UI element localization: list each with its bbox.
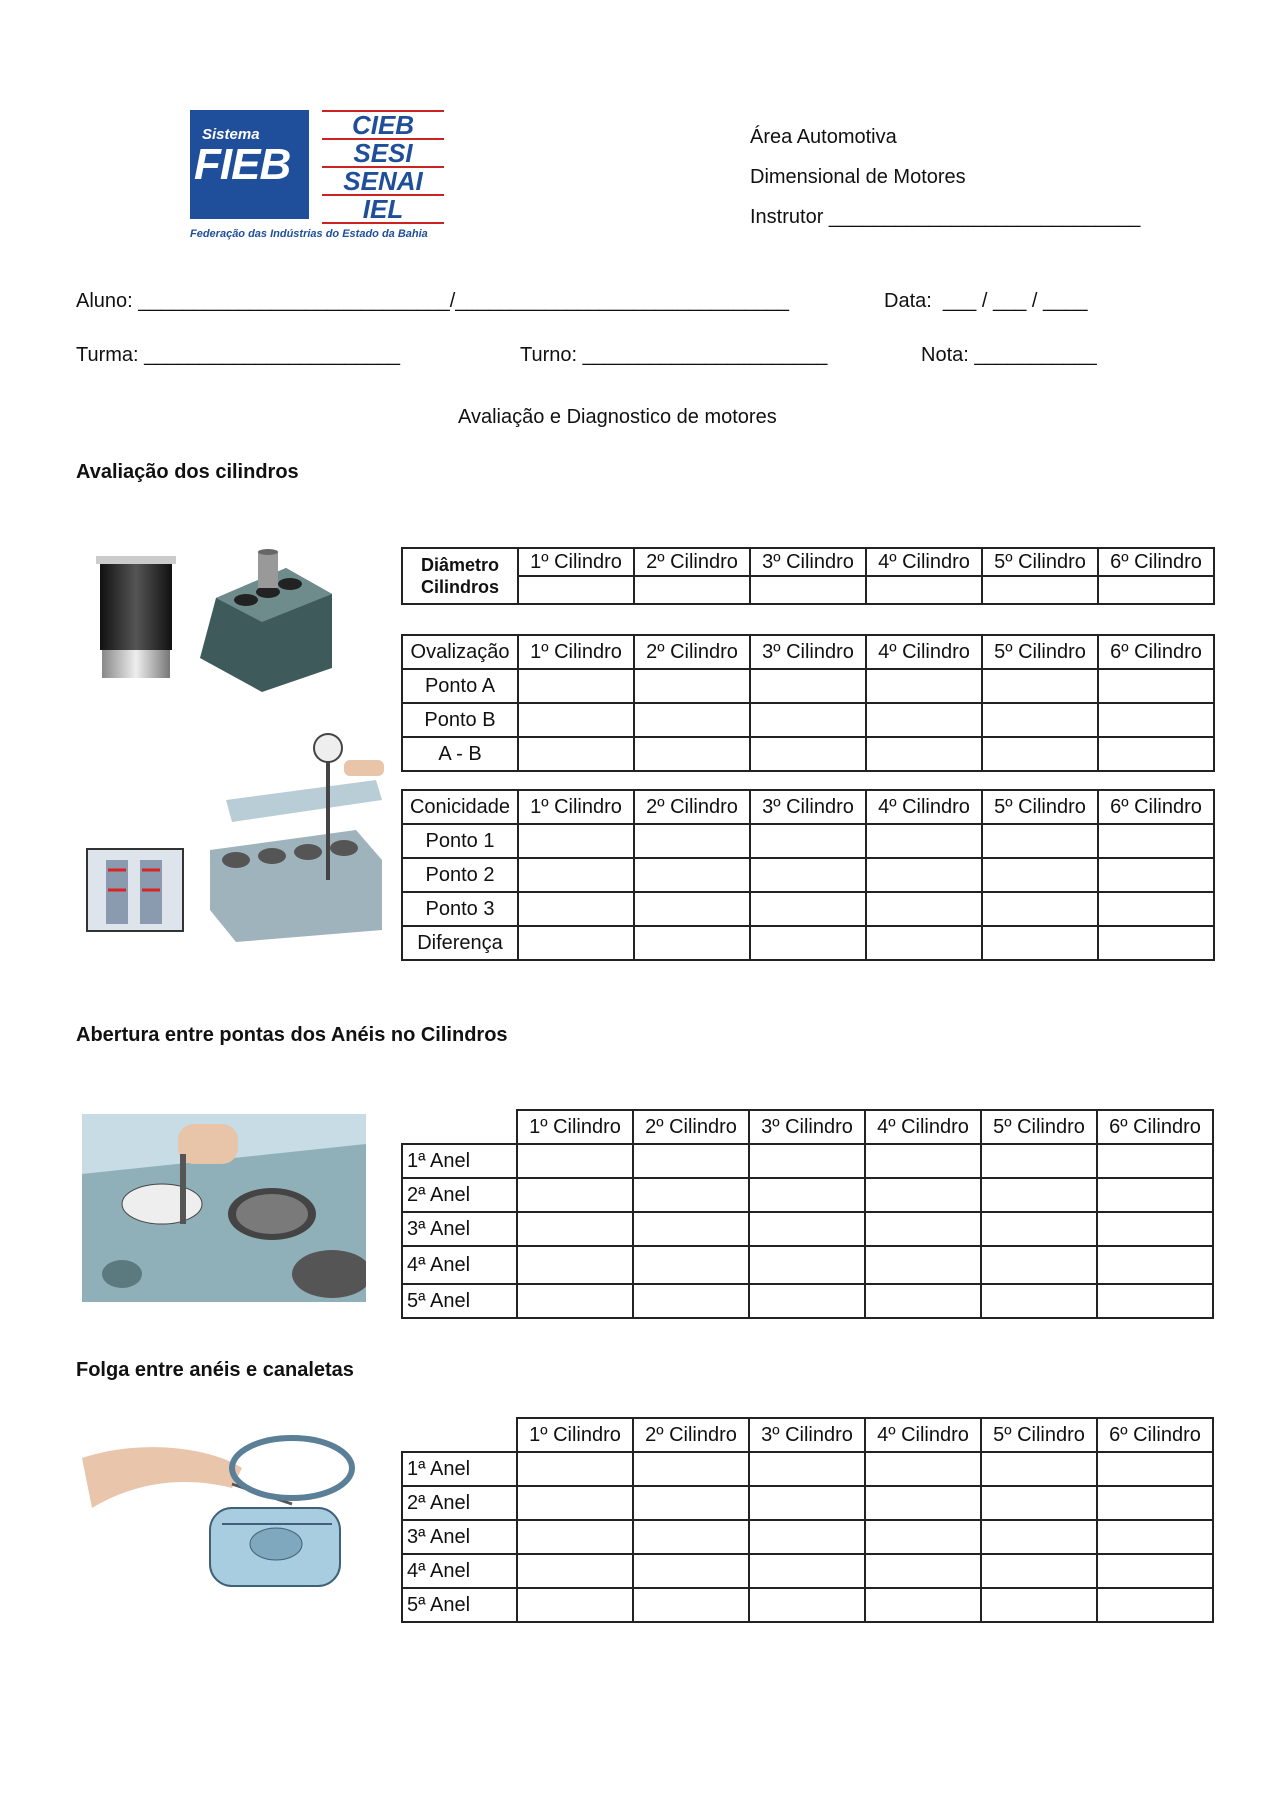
input-cell[interactable]: [1098, 737, 1214, 771]
col-header: 6º Cilindro: [1098, 635, 1214, 669]
input-cell[interactable]: [750, 703, 866, 737]
input-cell[interactable]: [981, 1520, 1097, 1554]
input-cell[interactable]: [982, 576, 1098, 604]
logo-brand: SENAI: [322, 166, 444, 194]
input-cell[interactable]: [1097, 1520, 1213, 1554]
shift-field[interactable]: Turno: ______________________: [520, 344, 828, 366]
input-cell[interactable]: [866, 576, 982, 604]
input-cell[interactable]: [749, 1144, 865, 1178]
input-cell[interactable]: [981, 1144, 1097, 1178]
date-field[interactable]: Data: ___ / ___ / ____: [884, 290, 1088, 312]
logo-caption: Federação das Indústrias do Estado da Bahia: [190, 228, 428, 240]
input-cell[interactable]: [1098, 576, 1214, 604]
input-cell[interactable]: [865, 1452, 981, 1486]
diameter-label: [402, 548, 518, 604]
input-cell[interactable]: [1098, 703, 1214, 737]
col-header: 6º Cilindro: [1097, 1418, 1213, 1452]
section-title-ring-gap: Abertura entre pontas dos Anéis no Cilindros: [76, 1024, 508, 1046]
col-header: 3º Cilindro: [750, 635, 866, 669]
input-cell[interactable]: [866, 737, 982, 771]
input-cell[interactable]: [1097, 1212, 1213, 1246]
row-label: Ponto A: [402, 669, 518, 703]
col-header: 1º Cilindro: [518, 790, 634, 824]
input-cell[interactable]: [517, 1178, 633, 1212]
row-label: Ponto 2: [402, 858, 518, 892]
input-cell[interactable]: [749, 1178, 865, 1212]
col-header: 1º Cilindro: [517, 1110, 633, 1144]
input-cell[interactable]: [518, 669, 634, 703]
input-cell[interactable]: [750, 926, 866, 960]
input-cell[interactable]: [981, 1284, 1097, 1318]
table-row: [402, 737, 1214, 771]
input-cell[interactable]: [1098, 824, 1214, 858]
col-header: 2º Cilindro: [633, 1110, 749, 1144]
instructor-field[interactable]: Instrutor ____________________________: [750, 206, 1141, 228]
col-header: 6º Cilindro: [1097, 1110, 1213, 1144]
input-cell[interactable]: [1097, 1452, 1213, 1486]
table-row: [402, 1554, 1213, 1588]
ring-groove-clearance-illustration: [82, 1428, 362, 1602]
col-header: 5º Cilindro: [982, 548, 1098, 576]
input-cell[interactable]: [633, 1452, 749, 1486]
input-cell[interactable]: [749, 1486, 865, 1520]
table-row: [402, 1212, 1213, 1246]
table-row: [402, 1284, 1213, 1318]
input-cell[interactable]: [633, 1588, 749, 1622]
ring-gap-feeler-gauge-illustration: [82, 1114, 366, 1302]
input-cell[interactable]: [517, 1452, 633, 1486]
row-label: 4ª Anel: [402, 1246, 517, 1284]
row-label: 1ª Anel: [402, 1452, 517, 1486]
col-header: 4º Cilindro: [866, 790, 982, 824]
col-header: 6º Cilindro: [1098, 548, 1214, 576]
cylinder-measurement-detail-illustration: [86, 848, 186, 934]
logo-brand: IEL: [322, 194, 444, 224]
input-cell[interactable]: [982, 892, 1098, 926]
input-cell[interactable]: [1097, 1246, 1213, 1284]
input-cell[interactable]: [517, 1486, 633, 1520]
input-cell[interactable]: [634, 926, 750, 960]
input-cell[interactable]: [982, 669, 1098, 703]
taper-label: Conicidade: [402, 790, 518, 824]
row-label: A - B: [402, 737, 518, 771]
input-cell[interactable]: [1098, 858, 1214, 892]
row-label: Ponto B: [402, 703, 518, 737]
taper-table: [401, 789, 1215, 961]
input-cell[interactable]: [634, 858, 750, 892]
input-cell[interactable]: [981, 1588, 1097, 1622]
input-cell[interactable]: [517, 1554, 633, 1588]
input-cell[interactable]: [865, 1246, 981, 1284]
row-label: 4ª Anel: [402, 1554, 517, 1588]
diameter-label-line: Diâmetro: [420, 555, 500, 575]
table-row: [402, 1486, 1213, 1520]
table-row: [402, 669, 1214, 703]
input-cell[interactable]: [518, 737, 634, 771]
input-cell[interactable]: [1097, 1178, 1213, 1212]
engine-block-illustration: [196, 548, 336, 694]
table-row: [402, 926, 1214, 960]
input-cell[interactable]: [749, 1212, 865, 1246]
row-label: 1ª Anel: [402, 1144, 517, 1178]
input-cell[interactable]: [865, 1554, 981, 1588]
col-header: 3º Cilindro: [750, 548, 866, 576]
input-cell[interactable]: [633, 1178, 749, 1212]
col-header: 5º Cilindro: [982, 790, 1098, 824]
input-cell[interactable]: [517, 1144, 633, 1178]
ring-clearance-table: [401, 1417, 1214, 1623]
input-cell[interactable]: [518, 576, 634, 604]
page-title: Avaliação e Diagnostico de motores: [458, 406, 777, 428]
col-header: 4º Cilindro: [865, 1418, 981, 1452]
table-row: [402, 858, 1214, 892]
table-row: [402, 703, 1214, 737]
col-header: 1º Cilindro: [518, 635, 634, 669]
area-label: Área Automotiva: [750, 126, 897, 148]
col-header: 4º Cilindro: [866, 548, 982, 576]
input-cell[interactable]: [749, 1452, 865, 1486]
col-header: 1º Cilindro: [518, 548, 634, 576]
input-cell[interactable]: [865, 1520, 981, 1554]
input-cell[interactable]: [633, 1246, 749, 1284]
input-cell[interactable]: [865, 1178, 981, 1212]
input-cell[interactable]: [865, 1212, 981, 1246]
input-cell[interactable]: [750, 892, 866, 926]
input-cell[interactable]: [750, 669, 866, 703]
input-cell[interactable]: [981, 1246, 1097, 1284]
input-cell[interactable]: [518, 703, 634, 737]
input-cell[interactable]: [982, 926, 1098, 960]
input-cell[interactable]: [517, 1588, 633, 1622]
input-cell[interactable]: [750, 576, 866, 604]
logo-brand: SESI: [322, 138, 444, 166]
input-cell[interactable]: [634, 824, 750, 858]
ovalization-label: Ovalização: [402, 635, 518, 669]
input-cell[interactable]: [633, 1212, 749, 1246]
logo-sistema: Sistema: [202, 126, 260, 143]
logo-fieb: FIEB: [194, 140, 291, 189]
input-cell[interactable]: [1097, 1144, 1213, 1178]
table-row: [402, 824, 1214, 858]
fieb-logo: [190, 110, 309, 219]
input-cell[interactable]: [1098, 926, 1214, 960]
input-cell[interactable]: [633, 1144, 749, 1178]
table-row: [402, 1588, 1213, 1622]
input-cell[interactable]: [633, 1284, 749, 1318]
col-header: 3º Cilindro: [749, 1418, 865, 1452]
row-label: Ponto 1: [402, 824, 518, 858]
dial-bore-gauge-illustration: [206, 730, 386, 942]
logo-brands: [322, 110, 444, 224]
diameter-table: [401, 547, 1215, 605]
input-cell[interactable]: [981, 1178, 1097, 1212]
input-cell[interactable]: [749, 1284, 865, 1318]
input-cell[interactable]: [865, 1144, 981, 1178]
input-cell[interactable]: [749, 1520, 865, 1554]
row-label: 2ª Anel: [402, 1178, 517, 1212]
section-title-cylinders: Avaliação dos cilindros: [76, 461, 299, 483]
input-cell[interactable]: [1097, 1284, 1213, 1318]
table-row: [402, 892, 1214, 926]
input-cell[interactable]: [866, 858, 982, 892]
input-cell[interactable]: [1097, 1554, 1213, 1588]
logo-brand: CIEB: [322, 110, 444, 138]
student-field[interactable]: Aluno: ____________________________/______________________________: [76, 290, 789, 312]
input-cell[interactable]: [982, 824, 1098, 858]
input-cell[interactable]: [866, 892, 982, 926]
input-cell[interactable]: [518, 926, 634, 960]
input-cell[interactable]: [982, 858, 1098, 892]
col-header: 2º Cilindro: [634, 635, 750, 669]
table-row: [402, 1520, 1213, 1554]
input-cell[interactable]: [518, 892, 634, 926]
input-cell[interactable]: [517, 1284, 633, 1318]
input-cell[interactable]: [981, 1486, 1097, 1520]
input-cell[interactable]: [517, 1246, 633, 1284]
col-header: 5º Cilindro: [982, 635, 1098, 669]
input-cell[interactable]: [749, 1246, 865, 1284]
section-title-ring-clearance: Folga entre anéis e canaletas: [76, 1359, 354, 1381]
input-cell[interactable]: [634, 703, 750, 737]
table-row: [402, 1144, 1213, 1178]
input-cell[interactable]: [866, 669, 982, 703]
table-row: [402, 1246, 1213, 1284]
grade-field[interactable]: Nota: ___________: [921, 344, 1097, 366]
input-cell[interactable]: [517, 1212, 633, 1246]
empty-corner: [402, 1110, 517, 1144]
col-header: 3º Cilindro: [749, 1110, 865, 1144]
cylinder-liner-illustration: [96, 552, 176, 680]
input-cell[interactable]: [1098, 669, 1214, 703]
input-cell[interactable]: [866, 703, 982, 737]
row-label: 5ª Anel: [402, 1284, 517, 1318]
input-cell[interactable]: [982, 737, 1098, 771]
row-label: 2ª Anel: [402, 1486, 517, 1520]
input-cell[interactable]: [1098, 892, 1214, 926]
table-row: [402, 1452, 1213, 1486]
diameter-label-line: Cilindros: [420, 577, 499, 597]
col-header: 4º Cilindro: [865, 1110, 981, 1144]
row-label: 3ª Anel: [402, 1212, 517, 1246]
input-cell[interactable]: [518, 858, 634, 892]
col-header: 2º Cilindro: [634, 790, 750, 824]
col-header: 1º Cilindro: [517, 1418, 633, 1452]
col-header: 4º Cilindro: [866, 635, 982, 669]
input-cell[interactable]: [634, 892, 750, 926]
input-cell[interactable]: [633, 1520, 749, 1554]
empty-corner: [402, 1418, 517, 1452]
input-cell[interactable]: [750, 737, 866, 771]
col-header: 2º Cilindro: [634, 548, 750, 576]
col-header: 2º Cilindro: [633, 1418, 749, 1452]
input-cell[interactable]: [865, 1284, 981, 1318]
input-cell[interactable]: [634, 737, 750, 771]
col-header: 5º Cilindro: [981, 1418, 1097, 1452]
class-field[interactable]: Turma: _______________________: [76, 344, 400, 366]
input-cell[interactable]: [981, 1212, 1097, 1246]
input-cell[interactable]: [866, 824, 982, 858]
input-cell[interactable]: [981, 1554, 1097, 1588]
row-label: Ponto 3: [402, 892, 518, 926]
input-cell[interactable]: [750, 824, 866, 858]
input-cell[interactable]: [1097, 1588, 1213, 1622]
input-cell[interactable]: [750, 858, 866, 892]
input-cell[interactable]: [633, 1486, 749, 1520]
col-header: 3º Cilindro: [750, 790, 866, 824]
input-cell[interactable]: [518, 824, 634, 858]
col-header: 6º Cilindro: [1098, 790, 1214, 824]
input-cell[interactable]: [866, 926, 982, 960]
input-cell[interactable]: [633, 1554, 749, 1588]
ring-gap-table: [401, 1109, 1214, 1319]
row-label: 5ª Anel: [402, 1588, 517, 1622]
course-label: Dimensional de Motores: [750, 166, 966, 188]
input-cell[interactable]: [982, 703, 1098, 737]
input-cell[interactable]: [865, 1588, 981, 1622]
input-cell[interactable]: [981, 1452, 1097, 1486]
col-header: 5º Cilindro: [981, 1110, 1097, 1144]
input-cell[interactable]: [517, 1520, 633, 1554]
row-label: 3ª Anel: [402, 1520, 517, 1554]
input-cell[interactable]: [634, 669, 750, 703]
ovalization-table: [401, 634, 1215, 772]
row-label: Diferença: [402, 926, 518, 960]
input-cell[interactable]: [1097, 1486, 1213, 1520]
input-cell[interactable]: [634, 576, 750, 604]
input-cell[interactable]: [749, 1588, 865, 1622]
input-cell[interactable]: [865, 1486, 981, 1520]
input-cell[interactable]: [749, 1554, 865, 1588]
table-row: [402, 1178, 1213, 1212]
